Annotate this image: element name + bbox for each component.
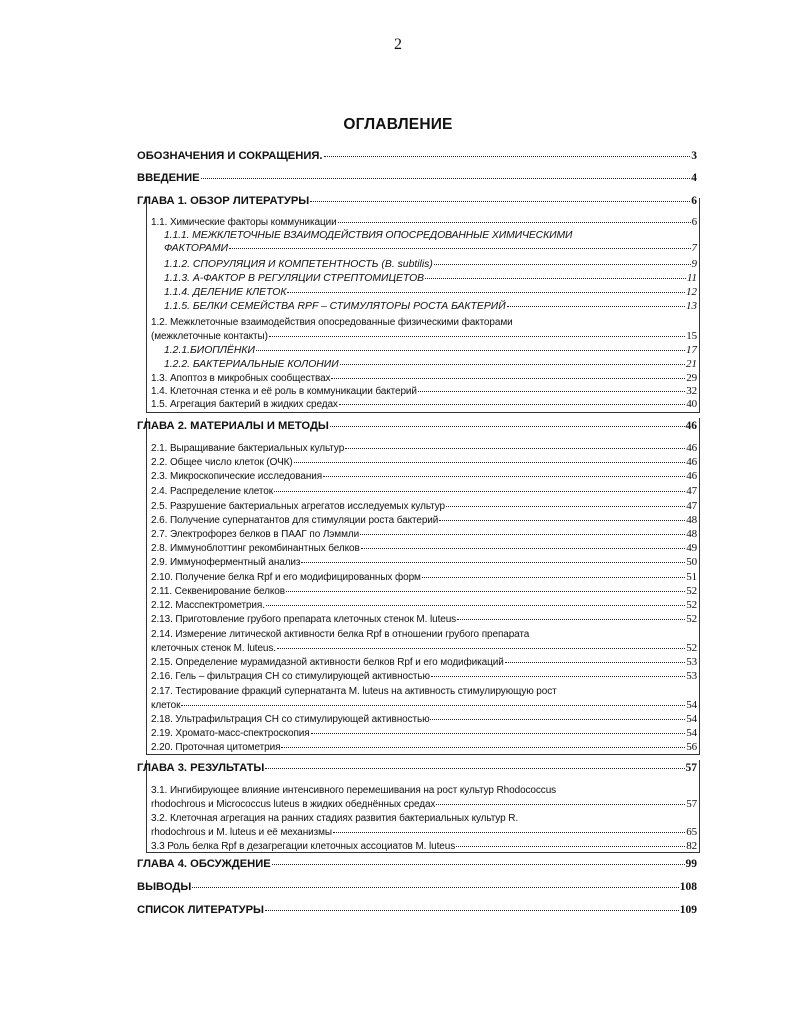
toc-section-2-12[interactable]: 2.12. Масспектрометрия. 52 <box>151 599 697 611</box>
toc-section-1-1-1-line1[interactable]: 1.1.1. МЕЖКЛЕТОЧНЫЕ ВЗАИМОДЕЙСТВИЯ ОПОСРЕДОВАННЫЕ ХИМИЧЕСКИМИ <box>164 230 573 241</box>
toc-section-1-1-1[interactable]: ФАКТОРАМИ 7 <box>164 242 697 254</box>
toc-section-1-1-3[interactable]: 1.1.3. А-ФАКТОР В РЕГУЛЯЦИИ СТРЕПТОМИЦЕТОВ 11 <box>164 272 697 284</box>
toc-section-3-3[interactable]: 3.3 Роль белка Rpf в дезагрегации клеточных ассоциатов M. luteus 82 <box>151 840 697 852</box>
toc-section-2-17-line1[interactable]: 2.17. Тестирование фракций супернатанта M. luteus на активность стимулирующую рост <box>151 686 557 697</box>
toc-section-2-15[interactable]: 2.15. Определение мурамидазной активности белков Rpf и его модификаций 53 <box>151 656 697 668</box>
toc-references[interactable]: СПИСОК ЛИТЕРАТУРЫ 109 <box>137 904 697 916</box>
toc-section-2-1[interactable]: 2.1. Выращивание бактериальных культур 46 <box>151 442 697 454</box>
toc-section-2-3[interactable]: 2.3. Микроскопические исследования 46 <box>151 470 697 482</box>
toc-section-2-4[interactable]: 2.4. Распределение клеток 47 <box>151 485 697 497</box>
toc-chapter-2[interactable]: ГЛАВА 2. МАТЕРИАЛЫ И МЕТОДЫ 46 <box>137 420 697 432</box>
toc-section-1-5[interactable]: 1.5. Агрегация бактерий в жидких средах 40 <box>151 398 697 410</box>
toc-section-1-2-1[interactable]: 1.2.1.БИОПЛЁНКИ 17 <box>164 344 697 356</box>
toc-chapter-3[interactable]: ГЛАВА 3. РЕЗУЛЬТАТЫ 57 <box>137 762 697 774</box>
toc-section-3-2[interactable]: rhodochrous и M. luteus и её механизмы 65 <box>151 826 697 838</box>
toc-section-2-14[interactable]: клеточных стенок M. luteus. 52 <box>151 642 697 654</box>
toc-section-2-20[interactable]: 2.20. Проточная цитометрия 56 <box>151 741 697 753</box>
toc-section-2-13[interactable]: 2.13. Приготовление грубого препарата клеточных стенок M. luteus 52 <box>151 613 697 625</box>
toc-section-2-8[interactable]: 2.8. Иммуноблоттинг рекомбинантных белков 49 <box>151 542 697 554</box>
toc-section-2-7[interactable]: 2.7. Электрофорез белков в ПААГ по Лэммли 48 <box>151 528 697 540</box>
toc-section-1-2-line1[interactable]: 1.2. Межклеточные взаимодействия опосредованные физическими факторами <box>151 317 513 328</box>
toc-section-1-1-5[interactable]: 1.1.5. БЕЛКИ СЕМЕЙСТВА RPF – СТИМУЛЯТОРЫ РОСТА БАКТЕРИЙ 13 <box>164 300 697 312</box>
toc-section-2-19[interactable]: 2.19. Хромато-масс-спектроскопия 54 <box>151 727 697 739</box>
toc-section-2-5[interactable]: 2.5. Разрушение бактериальных агрегатов исследуемых культур 47 <box>151 500 697 512</box>
toc-section-2-18[interactable]: 2.18. Ультрафильтрация СН со стимулирующей активностью 54 <box>151 713 697 725</box>
toc-abbr[interactable]: ОБОЗНАЧЕНИЯ И СОКРАЩЕНИЯ. 3 <box>137 150 697 162</box>
toc-section-2-17[interactable]: клеток 54 <box>151 699 697 711</box>
toc-section-2-14-line1[interactable]: 2.14. Измерение литической активности белка Rpf в отношении грубого препарата <box>151 629 530 640</box>
page-number: 2 <box>394 36 402 53</box>
toc-chapter-1[interactable]: ГЛАВА 1. ОБЗОР ЛИТЕРАТУРЫ 6 <box>137 195 697 207</box>
toc-section-2-2[interactable]: 2.2. Общее число клеток (ОЧК) 46 <box>151 456 697 468</box>
toc-section-1-2[interactable]: (межклеточные контакты) 15 <box>151 330 697 342</box>
toc-section-1-1[interactable]: 1.1. Химические факторы коммуникации 6 <box>151 216 697 228</box>
toc-section-3-1-line1[interactable]: 3.1. Ингибирующее влияние интенсивного перемешивания на рост культур Rhodococcus <box>151 785 557 796</box>
toc-section-3-1[interactable]: rhodochrous и Micrococcus luteus в жидких обеднённых средах 57 <box>151 798 697 810</box>
toc-section-2-10[interactable]: 2.10. Получение белка Rpf и его модифицированных форм 51 <box>151 571 697 583</box>
toc-title: ОГЛАВЛЕНИЕ <box>343 116 453 133</box>
toc-section-2-11[interactable]: 2.11. Секвенирование белков 52 <box>151 585 697 597</box>
toc-section-1-4[interactable]: 1.4. Клеточная стенка и её роль в коммуникации бактерий 32 <box>151 385 697 397</box>
toc-section-1-1-2[interactable]: 1.1.2. СПОРУЛЯЦИЯ И КОМПЕТЕНТНОСТЬ (B. subtilis) 9 <box>164 258 697 270</box>
toc-chapter-4[interactable]: ГЛАВА 4. ОБСУЖДЕНИЕ 99 <box>137 858 697 870</box>
toc-section-1-3[interactable]: 1.3. Апоптоз в микробных сообществах 29 <box>151 372 697 384</box>
toc-section-2-9[interactable]: 2.9. Иммуноферментный анализ 50 <box>151 556 697 568</box>
toc-section-2-16[interactable]: 2.16. Гель – фильтрация СН со стимулирующей активностью 53 <box>151 670 697 682</box>
toc-section-3-2-line1[interactable]: 3.2. Клеточная агрегация на ранних стадиях развития бактериальных культур R. <box>151 813 519 824</box>
toc-section-2-6[interactable]: 2.6. Получение супернатантов для стимуляции роста бактерий 48 <box>151 514 697 526</box>
toc-section-1-2-2[interactable]: 1.2.2. БАКТЕРИАЛЬНЫЕ КОЛОНИИ 21 <box>164 358 697 370</box>
toc-intro[interactable]: ВВЕДЕНИЕ 4 <box>137 172 697 184</box>
toc-conclusions[interactable]: ВЫВОДЫ 108 <box>137 881 697 893</box>
toc-section-1-1-4[interactable]: 1.1.4. ДЕЛЕНИЕ КЛЕТОК 12 <box>164 286 697 298</box>
